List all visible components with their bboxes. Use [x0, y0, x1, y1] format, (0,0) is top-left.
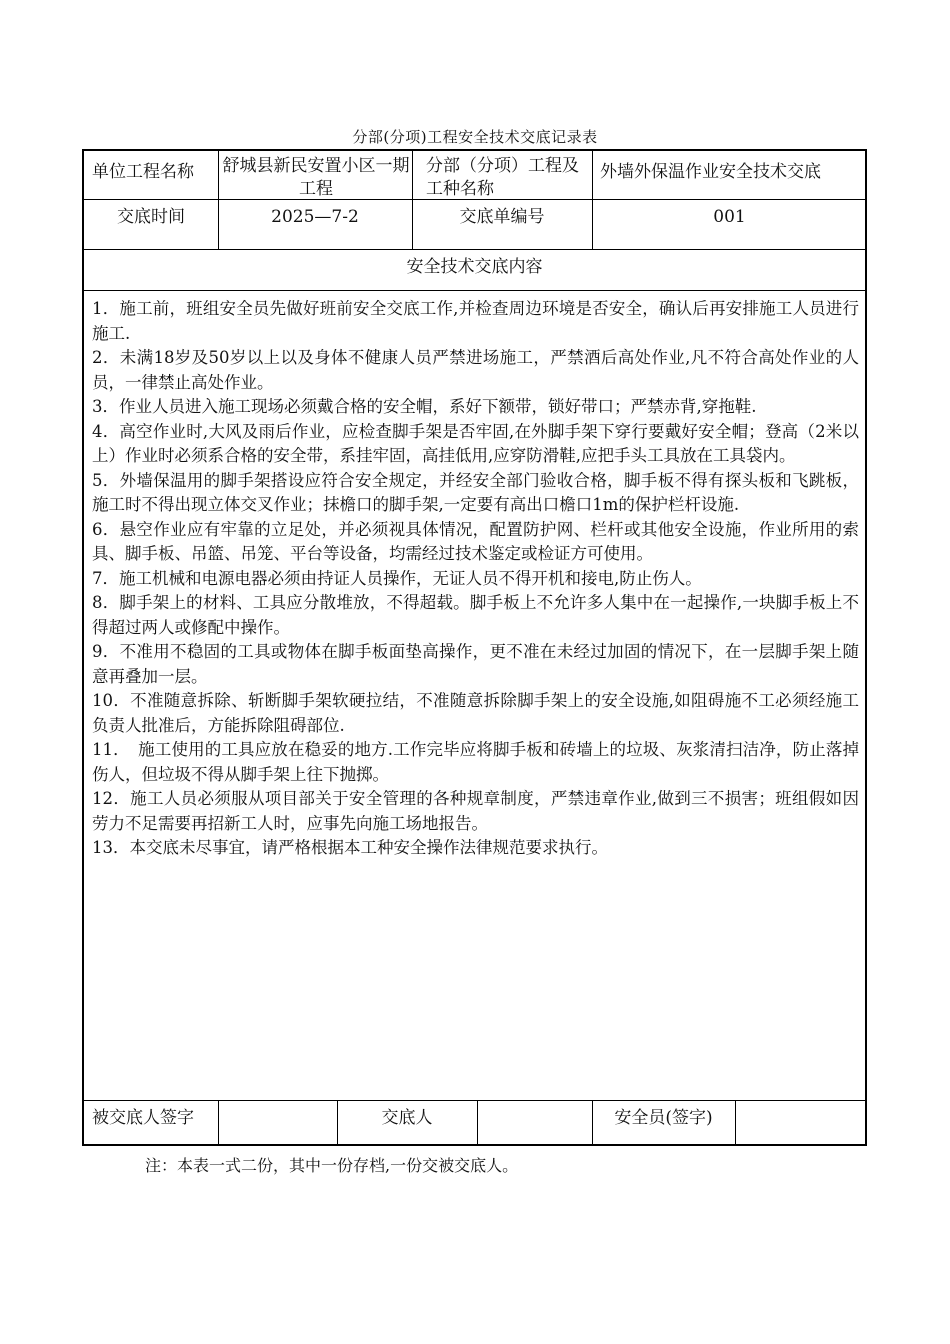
list-item: 4．高空作业时,大风及雨后作业，应检查脚手架是否牢固,在外脚手架下穿行要戴好安全帽；登高（2米以上）作业时必须系合格的安全带，系挂牢固，高挂低用,应穿防滑鞋,应把手头工具放在工具袋内。	[92, 421, 859, 465]
date-value: 2025—7-2	[271, 207, 359, 227]
disclosure-form	[82, 149, 867, 1146]
list-item: 6．悬空作业应有牢靠的立足处，并必须视具体情况，配置防护网、栏杆或其他安全设施，作业所用的索具、脚手板、吊篮、吊笼、平台等设备，均需经过技术鉴定或检证方可使用。	[92, 519, 859, 563]
form-title: 分部(分项)工程安全技术交底记录表	[352, 128, 598, 146]
column-divider	[218, 151, 219, 249]
list-item: 13．本交底未尽事宜，请严格根据本工种安全操作法律规范要求执行。	[92, 838, 608, 857]
sub-project-value: 外墙外保温作业安全技术交底	[600, 162, 821, 182]
row-divider	[84, 249, 865, 250]
row-divider	[84, 1100, 865, 1101]
list-item: 10．不准随意拆除、斩断脚手架软硬拉结，不准随意拆除脚手架上的安全设施,如阻碍施不工必须经施工负责人批准后，方能拆除阻碍部位.	[92, 691, 859, 735]
list-item: 7．施工机械和电源电器必须由持证人员操作，无证人员不得开机和接电,防止伤人。	[92, 568, 702, 588]
footnote: 注：本表一式二份，其中一份存档,一份交被交底人。	[145, 1156, 519, 1175]
recipient-signature-label: 被交底人签字	[92, 1108, 194, 1128]
discloser-label: 交底人	[381, 1108, 433, 1128]
number-label: 交底单编号	[459, 207, 545, 227]
list-item: 1．施工前，班组安全员先做好班前安全交底工作,并检查周边环境是否安全，确认后再安排施工人员进行施工.	[92, 299, 859, 343]
list-item: 2．未满18岁及50岁以上以及身体不健康人员严禁进场施工，严禁酒后高处作业,凡不符合高处作业的人员，一律禁止高处作业。	[92, 348, 859, 392]
row-divider	[84, 290, 865, 291]
safety-officer-label: 安全员(签字)	[614, 1108, 713, 1128]
list-item: 9．不准用不稳固的工具或物体在脚手板面垫高操作，更不准在未经过加固的情况下，在一层脚手架上随意再叠加一层。	[92, 642, 859, 686]
date-label: 交底时间	[117, 207, 185, 227]
column-divider	[735, 1100, 736, 1146]
list-item: 8．脚手架上的材料、工具应分散堆放，不得超载。脚手板上不允许多人集中在一起操作,一块脚手板上不得超过两人或修配中操作。	[92, 593, 859, 637]
list-item: 12．施工人员必须服从项目部关于安全管理的各种规章制度，严禁违章作业,做到三不损害；班组假如因劳力不足需要再招新工人时，应事先向施工场地报告。	[92, 789, 859, 833]
content-heading: 安全技术交底内容	[406, 257, 543, 277]
recipient-signature-field[interactable]	[220, 1103, 336, 1107]
list-item: 11． 施工使用的工具应放在稳妥的地方.工作完毕应将脚手板和砖墙上的垃圾、灰浆清扫洁净，防止落掉伤人，但垃圾不得从脚手架上往下抛掷。	[92, 740, 859, 784]
number-value: 001	[713, 207, 746, 227]
column-divider	[218, 1100, 219, 1146]
unit-project-label: 单位工程名称	[92, 162, 194, 182]
discloser-signature-field[interactable]	[479, 1103, 591, 1107]
list-item: 3．作业人员进入施工现场必须戴合格的安全帽，系好下额带，锁好带口；严禁赤背,穿拖鞋.	[92, 397, 757, 416]
sub-project-label: 分部（分项）工程及工种名称	[426, 156, 579, 199]
column-divider	[477, 1100, 478, 1146]
column-divider	[412, 151, 413, 249]
list-item: 5．外墙保温用的脚手架搭设应符合安全规定，并经安全部门验收合格，脚手板不得有探头板和飞跳板，施工时不得出现立体交叉作业；抹檐口的脚手架,一定要有高出口檐口1m的保护栏杆设施.	[92, 470, 859, 514]
safety-officer-signature-field[interactable]	[737, 1103, 865, 1107]
disclosure-content	[92, 297, 859, 861]
column-divider	[592, 151, 593, 249]
unit-project-value: 舒城县新民安置小区一期工程	[222, 156, 410, 199]
